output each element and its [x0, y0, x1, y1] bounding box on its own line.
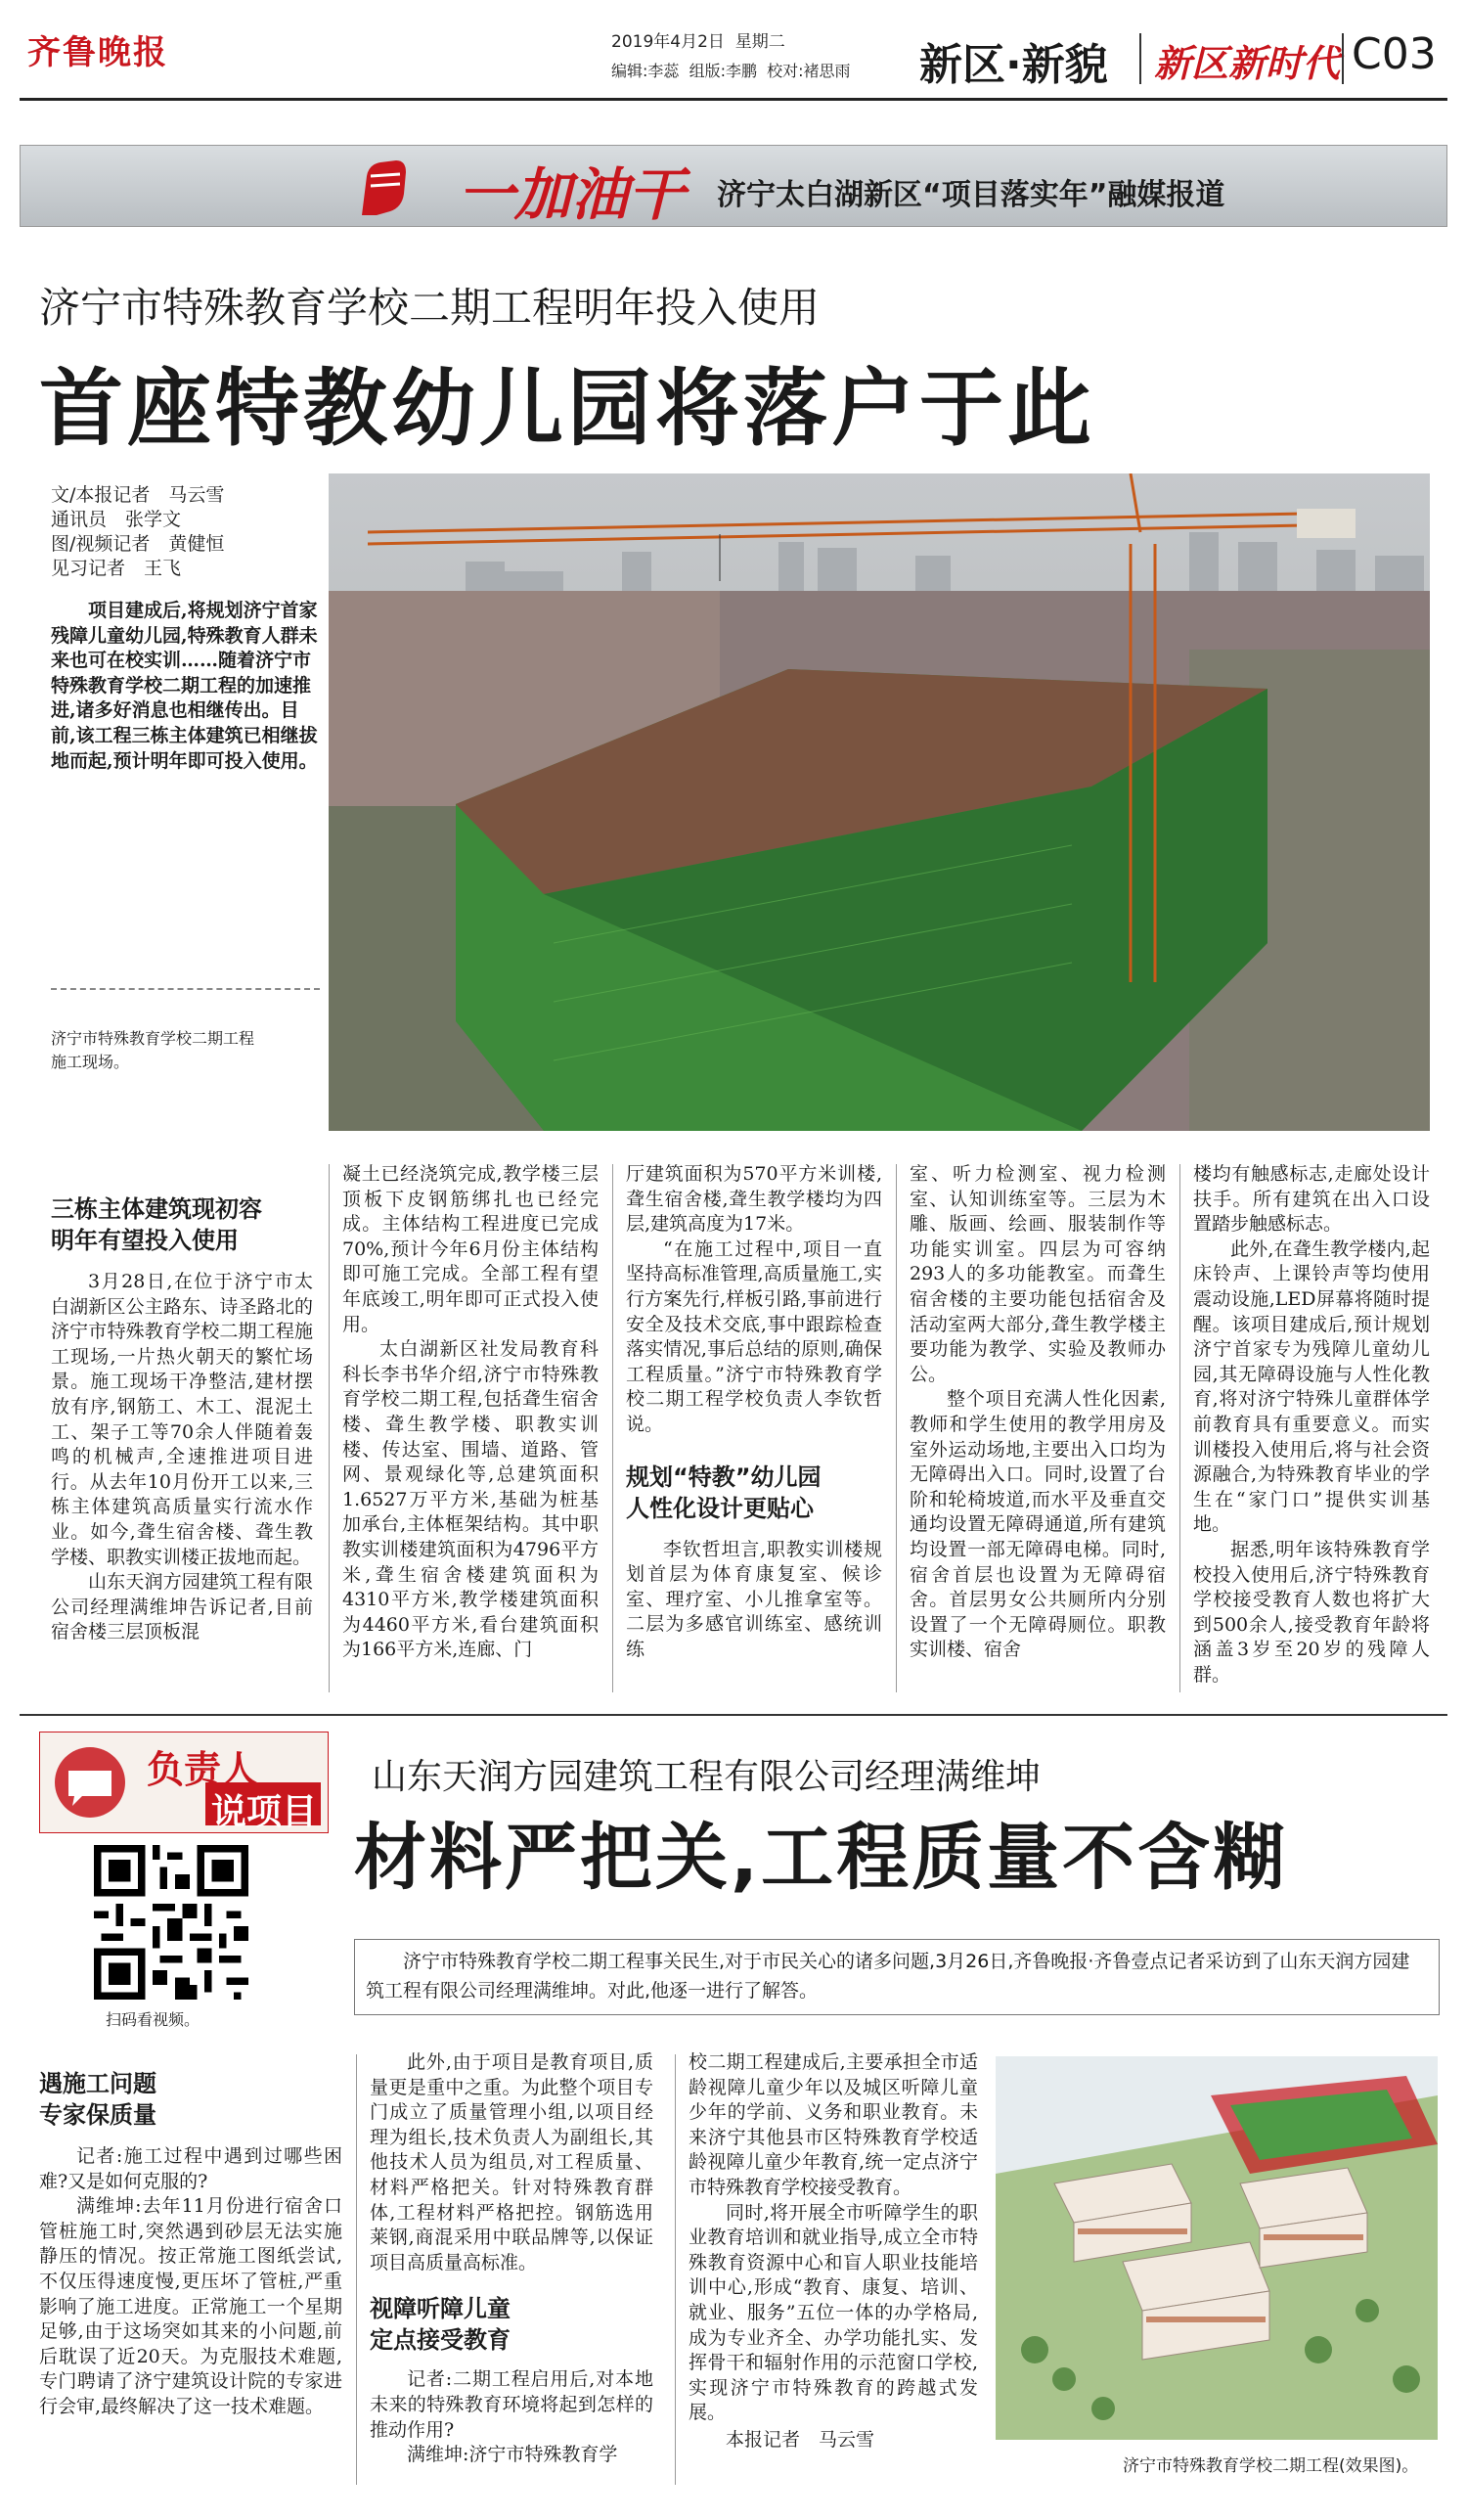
construction-site-photo	[329, 473, 1430, 1131]
paragraph: 楼均有触感标志,走廊处设计扶手。所有建筑在出入口设置踏步触感标志。	[1193, 1163, 1430, 1236]
article1-col1	[51, 1270, 313, 1645]
paragraph: 李钦哲坦言,职教实训楼规划首层为体育康复室、候诊室、理疗室、小儿推拿室等。二层为多感官训练室、感统训练	[626, 1538, 882, 1660]
article1-byline	[51, 483, 325, 581]
header-divider	[1139, 33, 1141, 84]
paragraph: 山东天润方园建筑工程有限公司经理满维坤告诉记者,目前宿舍楼三层顶板混	[51, 1571, 313, 1643]
header-divider	[1342, 33, 1344, 84]
paragraph: 3月28日,在位于济宁市太白湖新区公主路东、诗圣路北的济宁市特殊教育学校二期工程施工现场,一片热火朝天的繁忙场景。施工现场干净整洁,建材摆放有序,钢筋工、木工、混泥土工、架子工等70余人伴随着轰鸣的机械声,全速推进项目进行。从去年10月份开工以来,三栋主体建筑高质量实行流水作业。如今,聋生宿舍楼、聋生教学楼、职教实训楼正拔地而起。	[51, 1271, 313, 1568]
photo2-caption: 济宁市特殊教育学校二期工程(效果图)。	[1123, 2456, 1419, 2476]
issue-date: 2019年4月2日	[611, 32, 725, 52]
section-script-logo: 新区新时代	[1154, 41, 1341, 85]
paragraph: 此外,由于项目是教育项目,质量更是重中之重。为此整个项目专门成立了质量管理小组,以项目经理为组长,技术负责人为副组长,其他技术人员为组员,对工程质量、材料严格把关。针对特殊教育群体,工程材料严格把控。钢筋选用莱钢,商混采用中联品牌等,以保证项目高质量高标准。	[370, 2051, 653, 2273]
column-rule	[612, 1164, 613, 1692]
article2-subheading-1: 遇施工问题 专家保质量	[39, 2070, 156, 2129]
raised-fist-icon	[347, 147, 416, 223]
proofreader: 校对:褚思雨	[767, 62, 851, 80]
layout-editor: 组版:李鹏	[689, 62, 757, 80]
article2-col3	[689, 2050, 978, 2453]
tag-line-1: 负责人	[147, 1748, 259, 1791]
article2-signoff: 本报记者 马云雪	[726, 2428, 875, 2451]
article1-subheading-2: 规划“特教”幼儿园 人性化设计更贴心	[626, 1462, 822, 1522]
byline-line: 通讯员 张学文	[51, 509, 182, 530]
paragraph: 此外,在聋生教学楼内,起床铃声、上课铃声等均使用震动设施,LED屏幕将随时提醒。该项目建成后,预计规划济宁首家专为残障儿童幼儿园,其无障碍设施与人性化教育,将对济宁特殊儿童群体学前教育具有重要意义。而实训楼投入使用后,将与社会资源融合,为特殊教育毕业的学生在“家门口”提供实训基地。	[1193, 1238, 1430, 1536]
paragraph: 整个项目充满人性化因素,教师和学生使用的教学用房及室外运动场地,主要出入口均为无障碍出入口。同时,设置了台阶和轮椅坡道,而水平及垂直交通均设置无障碍通道,所有建筑均设置一部无障碍电梯。同时,宿舍首层也设置为无障碍宿舍。首层男女公共厕所内分别设置了一个无障碍厕位。职教实训楼、宿舍	[910, 1388, 1166, 1661]
article1-col2	[342, 1162, 599, 1663]
paragraph: 满维坤:济宁市特殊教育学	[407, 2444, 618, 2466]
article1-subheading-1: 三栋主体建筑现初容 明年有望投入使用	[51, 1195, 262, 1254]
paragraph: 同时,将开展全市听障学生的职业教育培训和就业指导,成立全市特殊教育资源中心和盲人职业技能培训中心,形成“教育、康复、培训、就业、服务”五位一体的办学格局,成为专业齐全、办学功能扎实、发挥骨干和辐射作用的示范窗口学校,实现济宁市特殊教育的跨越式发展。	[689, 2201, 978, 2424]
tag-line-2: 说项目	[211, 1792, 318, 1832]
article2-col1	[39, 2144, 342, 2420]
article1-col3	[626, 1162, 882, 1663]
column-rule	[1179, 1164, 1180, 1692]
dashed-divider	[51, 988, 320, 990]
byline-line: 见习记者 王飞	[51, 558, 182, 579]
byline-line: 图/视频记者 黄健恒	[51, 533, 225, 555]
article1-col4	[910, 1162, 1166, 1663]
paragraph: 厅建筑面积为570平方米训楼,聋生宿舍楼,聋生教学楼均为四层,建筑高度为17米。	[626, 1163, 882, 1236]
qr-code[interactable]	[94, 1845, 248, 2000]
header-rule	[20, 98, 1447, 101]
article2-headline: 材料严把关,工程质量不含糊	[354, 1816, 1289, 1900]
paragraph: 记者:施工过程中遇到过哪些困难?又是如何克服的?	[39, 2145, 342, 2192]
column-rule	[356, 2054, 357, 2485]
article2-lead: 济宁市特殊教育学校二期工程事关民生,对于市民关心的诸多问题,3月26日,齐鲁晚报·齐鲁壹点记者采访到了山东天润方园建筑工程有限公司经理满维坤。对此,他逐一进行了解答。	[366, 1951, 1410, 2002]
banner-subtitle: 济宁太白湖新区“项目落实年”融媒报道	[717, 178, 1225, 212]
responsible-person-tag	[39, 1732, 329, 1833]
paragraph: 记者:二期工程启用后,对本地未来的特殊教育环境将起到怎样的推动作用?	[370, 2368, 653, 2441]
paragraph: 据悉,明年该特殊教育学校投入使用后,济宁特殊教育学校接受教育人数也将扩大到500余人,接受教育年龄将涵盖3岁至20岁的残障人群。	[1193, 1538, 1430, 1686]
article1-col5	[1193, 1162, 1430, 1688]
column-rule	[896, 1164, 897, 1692]
editor: 编辑:李蕊	[611, 62, 680, 80]
paragraph: 满维坤:去年11月份进行宿舍口管桩施工时,突然遇到砂层无法实施静压的情况。按正常施工图纸尝试,不仅压得速度慢,更压坏了管桩,严重影响了施工进度。正常施工一个星期足够,由于这场突如其来的小问题,前后耽误了近20天。为克服技术难题,专门聘请了济宁建筑设计院的专家进行会审,最终解决了这一技术难题。	[39, 2195, 342, 2417]
photo1-caption: 济宁市特殊教育学校二期工程施工现场。	[51, 1029, 255, 1071]
paragraph: 凝土已经浇筑完成,教学楼三层顶板下皮钢筋绑扎也已经完成。主体结构工程进度已完成70%,预计今年6月份主体结构即可施工完成。全部工程有望年底竣工,明年即可正式投入使用。	[342, 1163, 599, 1335]
article1-intro: 项目建成后,将规划济宁首家残障儿童幼儿园,特殊教育人群未来也可在校实训……随着济宁市特殊教育学校二期工程的加速推进,诸多好消息也相继传出。目前,该工程三栋主体建筑已相继拔地而起,预计明年即可投入使用。	[51, 600, 318, 772]
article2-col2	[370, 2050, 653, 2468]
paragraph: 校二期工程建成后,主要承担全市适龄视障儿童少年以及城区听障儿童少年的学前、义务和职业教育。未来济宁其他县市区特殊教育学校适龄视障儿童少年教育,统一定点济宁市特殊教育学校接受教育。	[689, 2051, 978, 2198]
column-rule	[675, 2054, 676, 2485]
section-rule	[20, 1714, 1447, 1716]
byline-line: 文/本报记者 马云雪	[51, 484, 225, 506]
issue-weekday: 星期二	[734, 32, 785, 52]
page-number: C03	[1352, 29, 1437, 79]
article2-kicker: 山东天润方园建筑工程有限公司经理满维坤	[372, 1757, 1042, 1797]
section-title: 新区·新貌	[919, 40, 1108, 90]
header-info	[611, 27, 905, 86]
paragraph: “在施工过程中,项目一直坚持高标准管理,高质量施工,实行方案先行,样板引路,事前进行安全及技术交底,事中跟踪检查落实情况,事后总结的原则,确保工程质量。”济宁市特殊教育学校二期工程学校负责人李钦哲说。	[626, 1238, 882, 1435]
qr-caption: 扫码看视频。	[106, 2010, 200, 2029]
article1-kicker: 济宁市特殊教育学校二期工程明年投入使用	[39, 284, 821, 332]
paragraph: 室、听力检测室、视力检测室、认知训练室等。三层为木雕、版画、绘画、服装制作等功能实训室。四层为可容纳293人的多功能教室。而聋生宿舍楼的主要功能包括宿舍及活动室两大部分,聋生教学楼主要功能为教学、实验及教师办公。	[910, 1163, 1166, 1385]
campus-rendering-photo	[996, 2056, 1438, 2440]
paragraph: 太白湖新区社发局教育科科长李书华介绍,济宁市特殊教育学校二期工程,包括聋生宿舍楼、聋生教学楼、职教实训楼、传达室、围墙、道路、管网、景观绿化等,总建筑面积1.6527万平方米,基础为桩基加承台,主体框架结构。其中职教实训楼建筑面积为4796平方米,聋生宿舍楼建筑面积为4310平方米,教学楼建筑面积为4460平方米,看台建筑面积为166平方米,连廊、门	[342, 1338, 599, 1661]
column-rule	[329, 1164, 330, 1692]
paper-logo: 齐鲁晚报	[27, 33, 168, 72]
banner-slogan: 一加油干	[458, 161, 686, 228]
article1-headline: 首座特教幼儿园将落户于此	[39, 360, 1095, 458]
article2-subheading-2: 视障听障儿童 定点接受教育	[370, 2295, 511, 2355]
